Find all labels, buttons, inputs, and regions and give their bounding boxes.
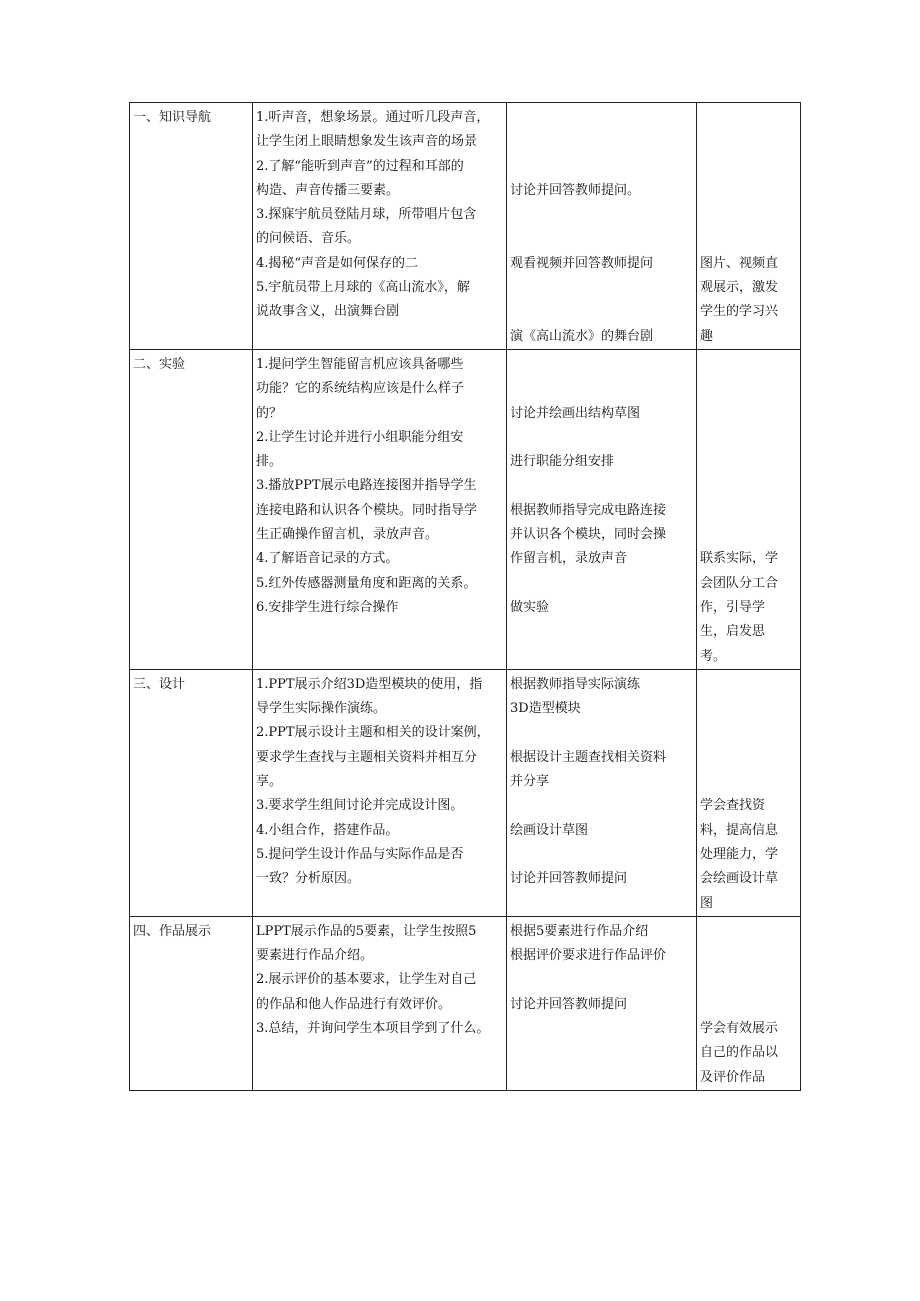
stage-cell-label: 四、作品展示 xyxy=(133,923,212,939)
student-activity-cell-line: 讨论并回答教师提问 xyxy=(510,996,628,1012)
teacher-activity-cell-line: 的问候语、音乐。 xyxy=(256,231,361,247)
student-activity-cell-line: 根据设计主题查找相关资料 xyxy=(510,749,667,765)
student-activity-cell-line: 进行职能分组安排 xyxy=(510,454,615,470)
student-activity-cell-line: 讨论并绘画出结构草图 xyxy=(510,405,641,421)
design-intent-cell-line xyxy=(700,227,798,251)
student-activity-cell xyxy=(507,916,697,1090)
student-activity-cell-line xyxy=(510,353,694,377)
student-activity-cell-line: 根据教师指导实际演练 xyxy=(510,676,641,692)
design-intent-cell-line xyxy=(700,721,798,745)
design-intent-cell-line: 考。 xyxy=(700,648,727,664)
student-activity-cell-line: 做实验 xyxy=(510,599,550,615)
student-activity-cell-line xyxy=(510,843,694,867)
student-activity-cell-line: 观看视频并回答教师提问 xyxy=(510,255,654,271)
teacher-activity-cell xyxy=(253,669,507,916)
teacher-activity-cell-line: 5.宇航员带上月球的《高山流水》，解 xyxy=(256,280,470,296)
design-intent-cell-line: 趣 xyxy=(700,328,714,344)
teacher-activity-cell-line: 6.安排学生进行综合操作 xyxy=(256,599,399,615)
design-intent-cell-line: 及评价作品 xyxy=(700,1069,766,1085)
student-activity-cell-line: 根据5要素进行作品介绍 xyxy=(510,923,649,939)
design-intent-cell-line: 图 xyxy=(700,895,714,911)
teacher-activity-cell-line: 要求学生查找与主题相关资料并相互分 xyxy=(256,749,478,765)
teacher-activity-cell-line: 排。 xyxy=(256,454,283,470)
stage-cell xyxy=(130,916,253,1090)
design-intent-cell-line xyxy=(700,770,798,794)
design-intent-cell-line xyxy=(700,203,798,227)
design-intent-cell-line: 会绘画设计草 xyxy=(700,871,779,887)
teacher-activity-cell-line: 3.总结，并询问学生本项目学到了什么。 xyxy=(256,1020,490,1036)
stage-cell-label: 二、实验 xyxy=(133,356,186,372)
student-activity-cell-line xyxy=(510,227,694,251)
design-intent-cell-line xyxy=(700,155,798,179)
student-activity-cell-line xyxy=(510,474,694,498)
teacher-activity-cell-line: 4.了解语音记录的方式。 xyxy=(256,551,399,567)
design-intent-cell-line xyxy=(700,179,798,203)
design-intent-cell-line: 自己的作品以 xyxy=(700,1045,779,1061)
teacher-activity-cell xyxy=(253,349,507,669)
teacher-activity-cell-line: 5.提问学生设计作品与实际作品是否 xyxy=(256,846,464,862)
teacher-activity-cell xyxy=(253,103,507,350)
teacher-activity-cell-line: 2.展示评价的基本要求，让学生对自己 xyxy=(256,972,477,988)
student-activity-cell-line xyxy=(510,155,694,179)
teacher-activity-cell-line: 要素进行作品介绍。 xyxy=(256,948,374,964)
teacher-activity-cell-line: 4.揭秘“声音是如何保存的二 xyxy=(256,255,419,271)
design-intent-cell-line xyxy=(700,353,798,377)
student-activity-cell xyxy=(507,669,697,916)
teacher-activity-cell-line: 3.要求学生组间讨论并完成设计图。 xyxy=(256,798,464,814)
teacher-activity-cell-line: 2.了解“能听到声音”的过程和耳部的 xyxy=(256,158,464,174)
stage-cell xyxy=(130,349,253,669)
teacher-activity-cell-line: 3.播放PPT展示电路连接图并指导学生 xyxy=(256,478,477,494)
teacher-activity-cell-line: 功能？它的系统结构应该是什么样子 xyxy=(256,381,465,397)
design-intent-cell xyxy=(697,103,801,350)
design-intent-cell-line xyxy=(700,426,798,450)
design-intent-cell-line xyxy=(700,746,798,770)
student-activity-cell xyxy=(507,349,697,669)
teacher-activity-cell-line: 1.听声音，想象场景。通过听几段声音， xyxy=(256,110,490,125)
student-activity-cell-line xyxy=(510,106,694,130)
teacher-activity-cell-line: 一致？分析原因。 xyxy=(256,871,361,887)
design-intent-cell-line: 观展示，激发 xyxy=(700,280,779,296)
teacher-activity-cell xyxy=(253,916,507,1090)
student-activity-cell-line: 讨论并回答教师提问。 xyxy=(510,182,641,198)
teacher-activity-cell-line: 生正确操作留言机，录放声音。 xyxy=(256,527,439,543)
design-intent-cell-line xyxy=(700,402,798,426)
teacher-activity-cell-line: 构造、声音传播三要素。 xyxy=(256,182,400,198)
student-activity-cell-line xyxy=(510,377,694,401)
teacher-activity-cell-line: 的？ xyxy=(256,405,283,421)
student-activity-cell-line xyxy=(510,130,694,154)
student-activity-cell-line: 并分享 xyxy=(510,774,550,790)
design-intent-cell-line: 学会查找资 xyxy=(700,798,766,814)
student-activity-cell-line: 作留言机，录放声音 xyxy=(510,551,628,567)
teacher-activity-cell-line: LPPT展示作品的5要素，让学生按照5 xyxy=(256,923,477,939)
student-activity-cell-line: 讨论并回答教师提问 xyxy=(510,871,628,887)
student-activity-cell-line xyxy=(510,276,694,300)
table-row xyxy=(130,349,801,669)
teacher-activity-cell-line: 2.PPT展示设计主题和相关的设计案例， xyxy=(256,725,490,741)
student-activity-cell-line xyxy=(510,968,694,992)
design-intent-cell-line xyxy=(700,697,798,721)
student-activity-cell-line: 演《高山流水》的舞台剧 xyxy=(510,328,654,344)
design-intent-cell xyxy=(697,349,801,669)
design-intent-cell-line: 作，引导学 xyxy=(700,599,766,615)
student-activity-cell-line xyxy=(510,721,694,745)
design-intent-cell-line xyxy=(700,523,798,547)
design-intent-cell-line xyxy=(700,993,798,1017)
teacher-activity-cell-line: 连接电路和认识各个模块。同时指导学 xyxy=(256,502,478,518)
student-activity-cell-line xyxy=(510,794,694,818)
stage-cell-label: 一、知识导航 xyxy=(133,110,212,125)
teacher-activity-cell-line: 享。 xyxy=(256,774,283,790)
teacher-activity-cell-line: 让学生闭上眼睛想象发生该声音的场景 xyxy=(256,134,478,150)
teacher-activity-cell-line: 说故事含义，出演舞台剧 xyxy=(256,304,400,320)
design-intent-cell xyxy=(697,669,801,916)
teacher-activity-cell-line: 3.探寐宇航员登陆月球，所带唱片包含 xyxy=(256,207,477,223)
design-intent-cell-line xyxy=(700,450,798,474)
design-intent-cell-line xyxy=(700,673,798,697)
teacher-activity-cell-line: 5.红外传感器测量角度和距离的关系。 xyxy=(256,575,477,591)
design-intent-cell-line: 联系实际，学 xyxy=(700,551,779,567)
design-intent-cell-line xyxy=(700,499,798,523)
lesson-plan-table xyxy=(129,102,801,1091)
table-row xyxy=(130,916,801,1090)
table-row xyxy=(130,103,801,350)
design-intent-cell-line: 生，启发思 xyxy=(700,624,766,640)
design-intent-cell xyxy=(697,916,801,1090)
student-activity-cell-line: 并认识各个模块，同时会操 xyxy=(510,527,667,543)
design-intent-cell-line: 图片、视频直 xyxy=(700,255,779,271)
design-intent-cell-line xyxy=(700,106,798,130)
design-intent-cell-line xyxy=(700,944,798,968)
teacher-activity-cell-line: 1.PPT展示介绍3D造型模块的使用，指 xyxy=(256,676,483,692)
student-activity-cell-line xyxy=(510,203,694,227)
table-row xyxy=(130,669,801,916)
stage-cell xyxy=(130,103,253,350)
design-intent-cell-line: 会团队分工合 xyxy=(700,575,779,591)
student-activity-cell-line xyxy=(510,572,694,596)
student-activity-cell xyxy=(507,103,697,350)
design-intent-cell-line xyxy=(700,377,798,401)
teacher-activity-cell-line: 4.小组合作，搭建作品。 xyxy=(256,822,399,838)
stage-cell xyxy=(130,669,253,916)
design-intent-cell-line xyxy=(700,920,798,944)
student-activity-cell-line: 根据评价要求进行作品评价 xyxy=(510,948,667,964)
teacher-activity-cell-line: 的作品和他人作品进行有效评价。 xyxy=(256,996,452,1012)
student-activity-cell-line: 根据教师指导完成电路连接 xyxy=(510,502,667,518)
design-intent-cell-line xyxy=(700,130,798,154)
design-intent-cell-line: 料，提高信息 xyxy=(700,822,779,838)
student-activity-cell-line: 3D造型模块 xyxy=(510,701,581,717)
teacher-activity-cell-line: 导学生实际操作演练。 xyxy=(256,701,387,717)
teacher-activity-cell-line: 2.让学生讨论并进行小组职能分组安 xyxy=(256,429,464,445)
student-activity-cell-line: 绘画设计草图 xyxy=(510,822,589,838)
design-intent-cell-line: 学会有效展示 xyxy=(700,1020,779,1036)
student-activity-cell-line xyxy=(510,300,694,324)
design-intent-cell-line xyxy=(700,474,798,498)
design-intent-cell-line xyxy=(700,968,798,992)
design-intent-cell-line: 学生的学习兴 xyxy=(700,304,779,320)
student-activity-cell-line xyxy=(510,426,694,450)
design-intent-cell-line: 处理能力，学 xyxy=(700,846,779,862)
stage-cell-label: 三、设计 xyxy=(133,676,186,692)
teacher-activity-cell-line: 1.提问学生智能留言机应该具备哪些 xyxy=(256,356,464,372)
